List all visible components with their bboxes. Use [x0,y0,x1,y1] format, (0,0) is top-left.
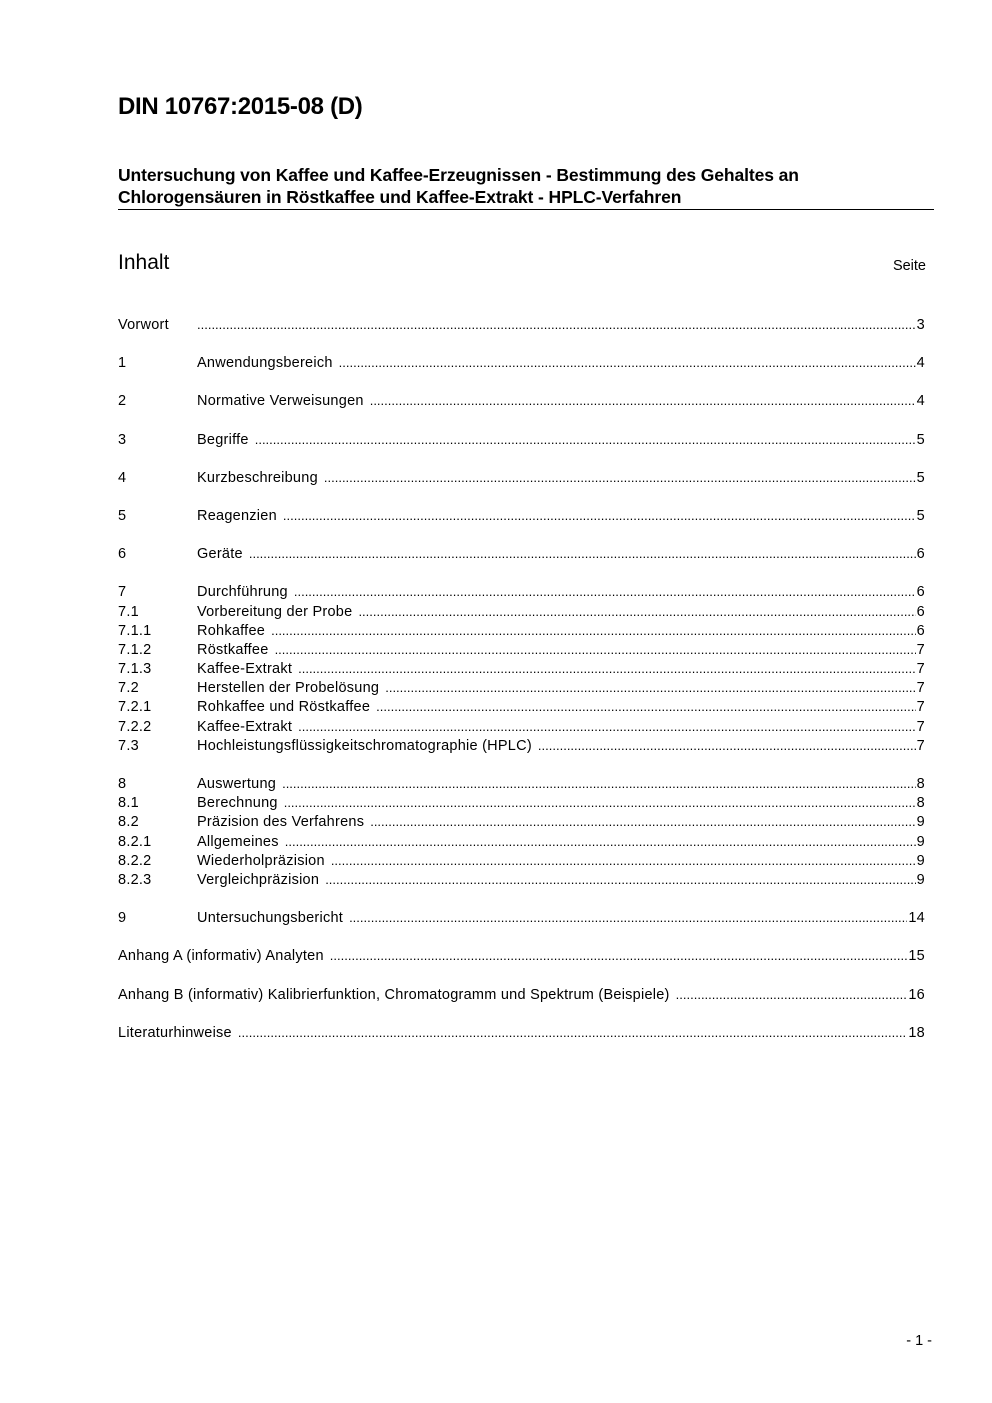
toc-entry-page: 6 [916,603,925,620]
toc-entry-label: Rohkaffee und Röstkaffee [197,699,371,716]
page-number: - 1 - [906,1333,932,1349]
toc-entry[interactable] [118,717,925,736]
toc-entry-number: 8.1 [118,795,139,812]
toc-entry[interactable] [118,736,925,755]
toc-entry-page: 9 [916,852,925,869]
toc-entry[interactable] [118,430,925,449]
toc-entry[interactable] [118,908,925,927]
toc-dot-leader [298,659,916,678]
toc-entry[interactable] [118,506,925,525]
toc-dot-leader [385,678,915,697]
toc-entry-page: 5 [916,431,925,448]
toc-entry-page: 14 [908,910,925,927]
toc-entry[interactable] [118,621,925,640]
document-id: DIN 10767:2015-08 (D) [118,93,363,120]
toc-entry-label: Kaffee-Extrakt [197,661,293,678]
toc-entry-label: Begriffe [197,431,249,448]
toc-entry-label: Hochleistungsflüssigkeitschromatographie (HPLC) [197,737,532,754]
toc-dot-leader [271,621,916,640]
toc-entry[interactable] [118,640,925,659]
toc-dot-leader [283,506,916,525]
toc-entry-page: 9 [916,871,925,888]
toc-entry-page: 6 [916,546,925,563]
toc-entry[interactable] [118,812,925,831]
toc-entry-number: 7.1.3 [118,661,152,678]
toc-entry-label: Anwendungsbereich [197,355,333,372]
toc-entry-label: Geräte [197,546,243,563]
toc-entry-number: 7.3 [118,737,139,754]
toc-entry-label: Herstellen der Probelösung [197,680,380,697]
toc-entry-page: 6 [916,584,925,601]
toc-entry-number: 8.2.2 [118,852,152,869]
document-title [118,164,934,210]
toc-dot-leader [339,353,916,372]
toc-entry-page: 7 [916,661,925,678]
toc-entry[interactable] [118,1023,925,1042]
toc-dot-leader [370,391,916,410]
toc-entry-label: Auswertung [197,776,277,792]
toc-entry[interactable] [118,697,925,716]
toc-entry[interactable] [118,315,925,334]
toc-dot-leader [284,793,916,812]
toc-entry-page: 3 [916,317,925,333]
toc-entry[interactable] [118,870,925,889]
toc-dot-leader [238,1023,907,1042]
toc-entry[interactable] [118,353,925,372]
toc-entry[interactable] [118,985,925,1004]
toc-entry-label: Allgemeines [197,833,279,850]
toc-entry[interactable] [118,544,925,563]
toc-entry-number: 9 [118,910,127,927]
toc-entry-page: 9 [916,814,925,831]
toc-entry-label: Berechnung [197,795,278,812]
toc-entry-page: 5 [916,469,925,486]
toc-entry-label: Durchführung [197,584,288,601]
toc-entry-number: 7.1.2 [118,641,152,658]
toc-entry-number: 8.2.3 [118,871,152,888]
toc-entry-page: 7 [916,737,925,754]
toc-entry-label: Kaffee-Extrakt [197,718,293,735]
toc-dot-leader [376,697,916,716]
toc-entry[interactable] [118,391,925,410]
toc-entry-number: 7 [118,584,127,601]
toc-entry-number: 7.2.2 [118,718,152,735]
toc-dot-leader [325,870,915,889]
toc-entry-number: 3 [118,431,127,448]
toc-entry-label: Reagenzien [197,507,277,524]
toc-entry-page: 7 [916,641,925,658]
toc-entry-label: Anhang B (informativ) Kalibrierfunktion, Chromatogramm und Spektrum (Beispiele) [118,986,670,1003]
toc-entry-page: 9 [916,833,925,850]
toc-entry-page: 8 [916,776,925,792]
toc-entry-number: 8.2 [118,814,139,831]
toc-dot-leader [370,812,915,831]
toc-entry[interactable] [118,602,925,621]
toc-entry-number: 5 [118,507,127,524]
toc-entry-number: 4 [118,469,127,486]
toc-dot-leader [249,544,916,563]
toc-dot-leader [282,774,916,793]
toc-entry-page: 7 [916,680,925,697]
table-of-contents [118,315,925,1042]
toc-dot-leader [197,315,916,334]
toc-entry-number: 7.1 [118,603,139,620]
toc-entry-page: 4 [916,393,925,410]
toc-dot-leader [298,717,916,736]
toc-entry-number: 8 [118,776,127,792]
toc-entry-label: Kurzbeschreibung [197,469,318,486]
toc-dot-leader [275,640,916,659]
toc-entry-number: 7.2 [118,680,139,697]
toc-entry-page: 4 [916,355,925,372]
toc-entry[interactable] [118,774,925,793]
toc-entry-page: 16 [908,986,925,1003]
toc-entry-label: Präzision des Verfahrens [197,814,365,831]
toc-entry[interactable] [118,678,925,697]
toc-entry[interactable] [118,793,925,812]
toc-dot-leader [676,985,908,1004]
toc-entry-number: 1 [118,355,127,372]
toc-dot-leader [294,582,916,601]
toc-entry-page: 15 [908,948,925,965]
toc-entry-label: Literaturhinweise [118,1024,232,1041]
toc-dot-leader [538,736,916,755]
document-title-line-1: Untersuchung von Kaffee und Kaffee-Erzeugnissen - Bestimmung des Gehaltes an [118,165,799,185]
toc-entry[interactable] [118,468,925,487]
toc-page-column-label: Seite [892,258,926,274]
toc-entry-page: 7 [916,718,925,735]
toc-entry-number: 2 [118,393,127,410]
toc-entry-page: 7 [916,699,925,716]
toc-dot-leader [330,946,908,965]
toc-entry-number: 8.2.1 [118,833,152,850]
toc-entry-label: Untersuchungsbericht [197,910,344,927]
toc-entry-number: 7.1.1 [118,622,152,639]
toc-entry-label: Röstkaffee [197,641,269,658]
toc-entry-label: Vergleichpräzision [197,871,320,888]
toc-dot-leader [324,468,916,487]
toc-dot-leader [358,602,915,621]
toc-entry-page: 6 [916,622,925,639]
toc-entry-number: 7.2.1 [118,699,152,716]
toc-entry-label: Normative Verweisungen [197,393,364,410]
toc-entry-page: 8 [916,795,925,812]
toc-entry[interactable] [118,946,925,965]
toc-entry-label: Anhang A (informativ) Analyten [118,948,324,965]
toc-entry-label: Vorwort [118,317,169,333]
toc-heading: Inhalt [118,251,170,274]
toc-entry-label: Rohkaffee [197,622,266,639]
toc-entry-page: 18 [908,1024,925,1041]
toc-dot-leader [331,851,916,870]
toc-entry-number: 6 [118,546,127,563]
toc-entry-label: Vorbereitung der Probe [197,603,353,620]
document-title-line-2: Chlorogensäuren in Röstkaffee und Kaffee-Extrakt - HPLC-Verfahren [118,187,682,207]
toc-dot-leader [255,430,916,449]
toc-entry[interactable] [118,851,925,870]
toc-entry[interactable] [118,582,925,601]
toc-entry-page: 5 [916,507,925,524]
toc-dot-leader [349,908,907,927]
toc-dot-leader [285,832,916,851]
toc-entry[interactable] [118,832,925,851]
toc-entry[interactable] [118,659,925,678]
toc-entry-label: Wiederholpräzision [197,852,325,869]
